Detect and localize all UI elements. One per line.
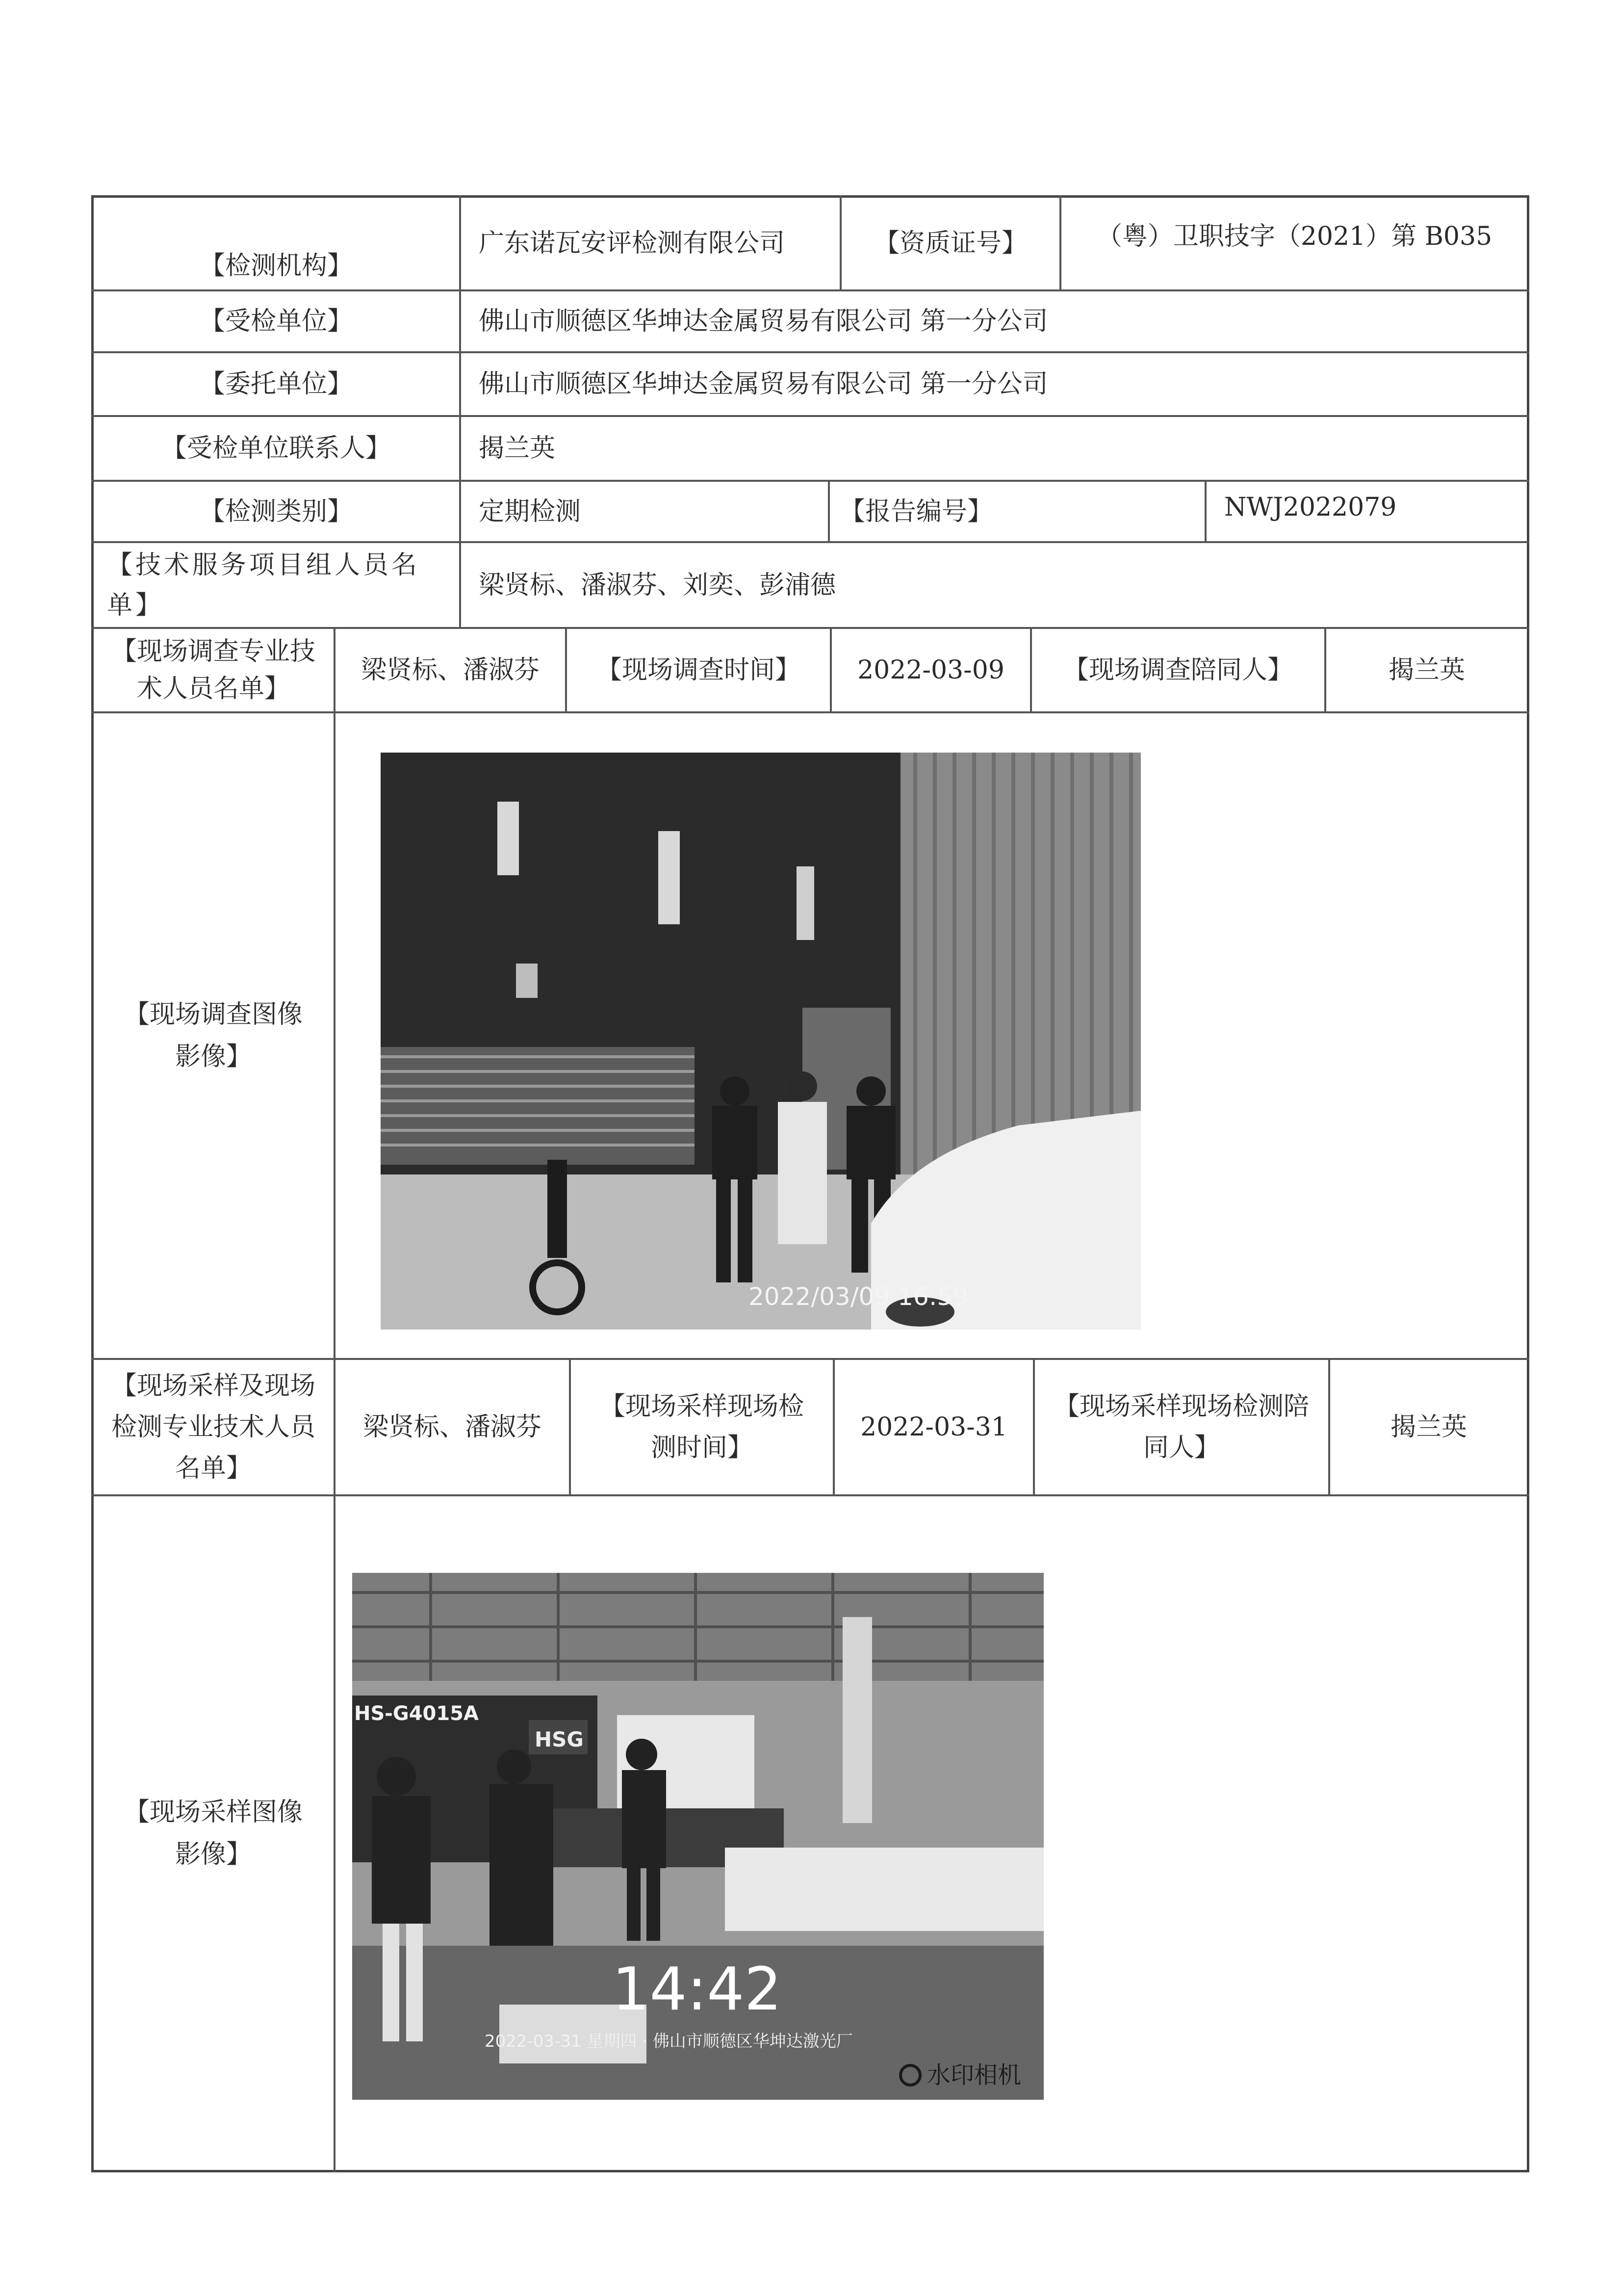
- survey-escort-label: 【现场调查陪同人】: [1063, 655, 1293, 685]
- category-value: 定期检测: [479, 496, 581, 526]
- watermark-clock: 14:42: [612, 1956, 782, 2024]
- survey-time-label: 【现场调查时间】: [596, 655, 800, 685]
- agency-value: 广东诺瓦安评检测有限公司: [479, 229, 785, 258]
- watermark-app-name: 水印相机: [927, 2061, 1022, 2089]
- contact-value: 揭兰英: [479, 434, 556, 463]
- machine-brand-text: HSG: [535, 1727, 584, 1751]
- sampling-time-label: 【现场采样现场检测时间】: [599, 1392, 804, 1462]
- client-unit-value: 佛山市顺德区华坤达金属贸易有限公司 第一分公司: [479, 369, 1048, 399]
- survey-photo-timestamp: 2022/03/09 16:59: [748, 1282, 969, 1311]
- certificate-label: 【资质证号】: [874, 229, 1027, 258]
- survey-escort-value: 揭兰英: [1388, 655, 1465, 685]
- report-number-label: 【报告编号】: [840, 496, 993, 526]
- survey-photo: [381, 753, 1141, 1330]
- certificate-value: （粤）卫职技字（2021）第 B035: [1096, 222, 1493, 251]
- agency-label: 【检测机构】: [199, 251, 353, 281]
- client-unit-label: 【委托单位】: [199, 369, 353, 399]
- team-label: 【技术服务项目组人员名单】: [107, 550, 420, 620]
- sampling-photo: [352, 1573, 1044, 2100]
- sampling-escort-value: 揭兰英: [1390, 1412, 1467, 1442]
- machine-model-text: HS-G4015A: [354, 1702, 479, 1725]
- sampling-escort-label: 【现场采样现场检测陪同人】: [1054, 1392, 1309, 1462]
- inspected-unit-label: 【受检单位】: [199, 307, 353, 336]
- category-label: 【检测类别】: [199, 496, 353, 526]
- report-number-value: NWJ2022079: [1224, 493, 1397, 522]
- sampling-staff-value: 梁贤标、潘淑芬: [362, 1412, 541, 1442]
- survey-staff-value: 梁贤标、潘淑芬: [360, 655, 540, 685]
- survey-image-label: 【现场调查图像影像】: [124, 1000, 303, 1071]
- sampling-image-label: 【现场采样图像影像】: [124, 1798, 303, 1869]
- contact-label: 【受检单位联系人】: [161, 434, 391, 463]
- sampling-staff-label: 【现场采样及现场检测专业技术人员名单】: [111, 1371, 315, 1483]
- survey-time-value: 2022-03-09: [857, 655, 1004, 685]
- watermark-date-location: 2022-03-31 星期四 · 佛山市顺德区华坤达激光厂: [485, 2032, 853, 2051]
- survey-staff-label: 【现场调查专业技术人员名单】: [111, 637, 315, 704]
- sampling-time-value: 2022-03-31: [860, 1412, 1007, 1442]
- inspected-unit-value: 佛山市顺德区华坤达金属贸易有限公司 第一分公司: [479, 307, 1048, 336]
- team-value: 梁贤标、潘淑芬、刘奕、彭浦德: [479, 570, 836, 600]
